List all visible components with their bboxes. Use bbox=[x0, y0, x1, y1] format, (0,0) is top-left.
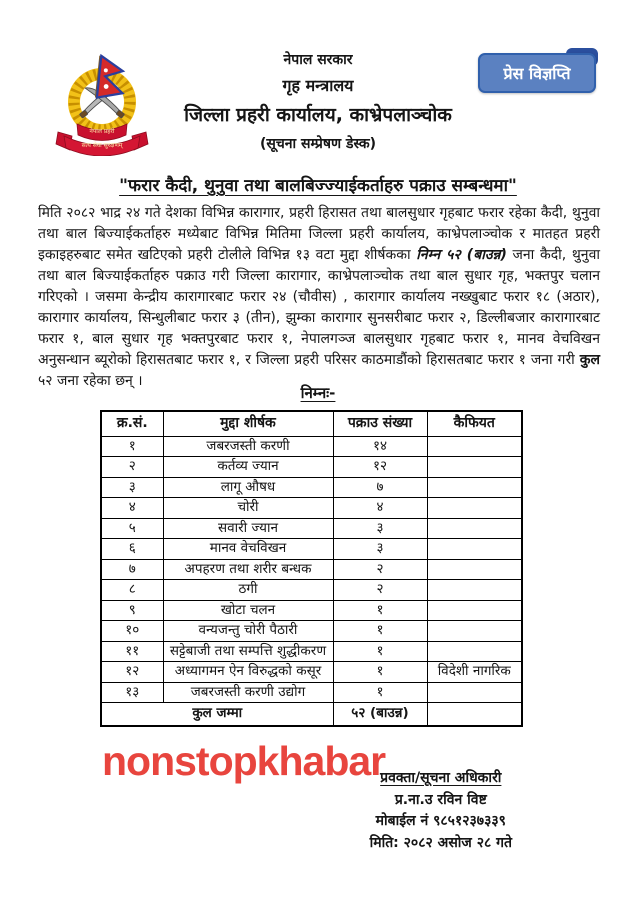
remarks-cell bbox=[427, 600, 522, 621]
paragraph-text: जना कैदी, थुनुवा तथा बाल बिज्याईकर्ताहरु पक्राउ गरी जिल्ला कारागार, काभ्रेपलाञ्चोक तथा बाल सुधार गृह, भक्तपुर चलान गरिएको । जसमा केन्द्रीय कारागारबाट फरार २४ (चौवीस) , कारागार कार्यालय नख्खुबाट फरार १८ (अठार), कारागार कार्यालय, सिन्धुलीबाट फरार ३ (तीन), झुम्का कारागार सुनसरीबाट फरार २, डिल्लीबजार कारागारबाट फरार १, बाल सुधार गृह भक्तपुरबाट फरार १, नेपालगञ्ज बालसुधार गृहबाट फरार १, मानव वेचविखन अनुसन्धान ब्यूरोको हिरासतबाट फरार १, र जिल्ला प्रहरी परिसर काठमाडौंको हिरासतबाट फरार १ जना गरी bbox=[38, 247, 600, 368]
table-row bbox=[101, 477, 522, 498]
paragraph-total-word: कुल bbox=[579, 352, 600, 368]
sn-cell: ११ bbox=[101, 641, 163, 662]
sn-cell: १३ bbox=[101, 682, 163, 703]
remarks-cell bbox=[427, 518, 522, 539]
case-title-cell: वन्यजन्तु चोरी पैठारी bbox=[163, 621, 333, 642]
sn-cell: २ bbox=[101, 457, 163, 478]
remarks-cell bbox=[427, 477, 522, 498]
sn-cell: १० bbox=[101, 621, 163, 642]
total-label-cell: कुल जम्मा bbox=[101, 703, 333, 726]
case-title-cell: कर्तव्य ज्यान bbox=[163, 457, 333, 478]
office-name: जिल्ला प्रहरी कार्यालय, काभ्रेपलाञ्चोक bbox=[184, 104, 452, 126]
case-title-cell: अध्यागमन ऐन विरुद्धको कसूर bbox=[163, 662, 333, 683]
sn-cell: १२ bbox=[101, 662, 163, 683]
table-row bbox=[101, 600, 522, 621]
sn-cell: ९ bbox=[101, 600, 163, 621]
table-row bbox=[101, 662, 522, 683]
paragraph-text: मिति २०८२ भाद्र २४ गते देशका विभिन्न कारागार, प्रहरी हिरासत तथा बालसुधार गृहबाट फरार रहेका कैदी, थुनुवा तथा बाल बिज्याईकर्ताहरु मध्येबाट विभिन्न मितिमा जिल्ला प्रहरी कार्यालय, काभ्रेपलाञ्चोक र मातहत प्रहरी इकाइहरुबाट समेत खटिएको प्रहरी टोलीले विभिन्न १३ वटा मुद्दा शीर्षकका bbox=[38, 205, 600, 263]
header-arrest-count: पक्राउ संख्या bbox=[333, 411, 427, 436]
table-caption bbox=[0, 383, 636, 403]
total-value-cell: ५२ (बाउन्न) bbox=[333, 703, 427, 726]
remarks-cell bbox=[427, 621, 522, 642]
remarks-cell: विदेशी नागरिक bbox=[427, 662, 522, 683]
case-title-cell: ठगी bbox=[163, 580, 333, 601]
signature-block bbox=[370, 768, 512, 854]
arrest-summary-table bbox=[100, 410, 523, 727]
document-title bbox=[0, 173, 636, 196]
arrest-count-cell: १४ bbox=[333, 436, 427, 457]
arrest-count-cell: ३ bbox=[333, 518, 427, 539]
case-title-cell: जबरजस्ती करणी उद्योग bbox=[163, 682, 333, 703]
case-title-cell: सवारी ज्यान bbox=[163, 518, 333, 539]
remarks-cell bbox=[427, 641, 522, 662]
case-title-cell: मानव वेचविखन bbox=[163, 539, 333, 560]
header-sn: क्र.सं. bbox=[101, 411, 163, 436]
emblem-banner-top-text: नेपाल प्रहरी bbox=[89, 128, 115, 135]
desk-name: (सूचना सम्प्रेषण डेस्क) bbox=[259, 136, 377, 152]
ministry-name: गृह मन्त्रालय bbox=[282, 76, 354, 95]
sn-cell: ३ bbox=[101, 477, 163, 498]
arrest-count-cell: १ bbox=[333, 600, 427, 621]
document-title-text: "फरार कैदी, थुनुवा तथा बालबिज्ज्याईकर्ताहरु पक्राउ सम्बन्धमा" bbox=[119, 176, 517, 196]
arrest-count-cell: ३ bbox=[333, 539, 427, 560]
emblem-banner-bottom-text: सत्य सेवा सुरक्षणम् bbox=[81, 142, 123, 149]
case-title-cell: सट्टेबाजी तथा सम्पत्ति शुद्धीकरण bbox=[163, 641, 333, 662]
press-release-badge: प्रेस विज्ञप्ति bbox=[478, 53, 596, 93]
paragraph-emphasis-count: निम्न ५२ (बाउन्न) bbox=[416, 247, 507, 263]
table-row bbox=[101, 457, 522, 478]
case-title-cell: खोटा चलन bbox=[163, 600, 333, 621]
arrest-count-cell: १२ bbox=[333, 457, 427, 478]
case-table-body bbox=[101, 436, 522, 703]
table-row bbox=[101, 682, 522, 703]
table-row bbox=[101, 518, 522, 539]
remarks-cell bbox=[427, 539, 522, 560]
table-row bbox=[101, 539, 522, 560]
body-paragraph bbox=[38, 203, 600, 392]
sn-cell: ६ bbox=[101, 539, 163, 560]
table-row bbox=[101, 436, 522, 457]
table-header-row bbox=[101, 411, 522, 436]
total-remark-cell bbox=[427, 703, 522, 726]
table-row bbox=[101, 559, 522, 580]
remarks-cell bbox=[427, 682, 522, 703]
arrest-count-cell: १ bbox=[333, 621, 427, 642]
case-title-cell: लागू औषध bbox=[163, 477, 333, 498]
case-title-cell: अपहरण तथा शरीर बन्धक bbox=[163, 559, 333, 580]
remarks-cell bbox=[427, 436, 522, 457]
sn-cell: ४ bbox=[101, 498, 163, 519]
arrest-count-cell: २ bbox=[333, 580, 427, 601]
table-row bbox=[101, 621, 522, 642]
header-remarks: कैफियत bbox=[427, 411, 522, 436]
signature-name: प्र.ना.उ रविन विष्ट bbox=[394, 791, 487, 808]
header-case-title: मुद्दा शीर्षक bbox=[163, 411, 333, 436]
table-row bbox=[101, 641, 522, 662]
sn-cell: ८ bbox=[101, 580, 163, 601]
remarks-cell bbox=[427, 559, 522, 580]
government-name: नेपाल सरकार bbox=[283, 52, 353, 68]
table-row bbox=[101, 580, 522, 601]
table-row bbox=[101, 498, 522, 519]
table-caption-text: निम्नः- bbox=[300, 384, 336, 402]
signature-date: मिति: २०८२ असोज २८ गते bbox=[369, 834, 512, 851]
sn-cell: १ bbox=[101, 436, 163, 457]
paragraph-text: ५२ जना रहेका छन् । bbox=[38, 373, 143, 389]
table-total-row bbox=[101, 703, 522, 726]
signature-title: प्रवक्ता/सूचना अधिकारी bbox=[380, 770, 502, 786]
arrest-count-cell: १ bbox=[333, 682, 427, 703]
signature-mobile: मोबाईल नं ९८५१२३७३३९ bbox=[375, 813, 506, 829]
sn-cell: ५ bbox=[101, 518, 163, 539]
case-title-cell: चोरी bbox=[163, 498, 333, 519]
case-title-cell: जबरजस्ती करणी bbox=[163, 436, 333, 457]
watermark-nonstopkhabar: nonstopkhabar bbox=[102, 738, 386, 784]
arrest-count-cell: १ bbox=[333, 641, 427, 662]
arrest-count-cell: २ bbox=[333, 559, 427, 580]
remarks-cell bbox=[427, 580, 522, 601]
sn-cell: ७ bbox=[101, 559, 163, 580]
arrest-count-cell: ४ bbox=[333, 498, 427, 519]
arrest-count-cell: ७ bbox=[333, 477, 427, 498]
arrest-count-cell: १ bbox=[333, 662, 427, 683]
remarks-cell bbox=[427, 498, 522, 519]
remarks-cell bbox=[427, 457, 522, 478]
